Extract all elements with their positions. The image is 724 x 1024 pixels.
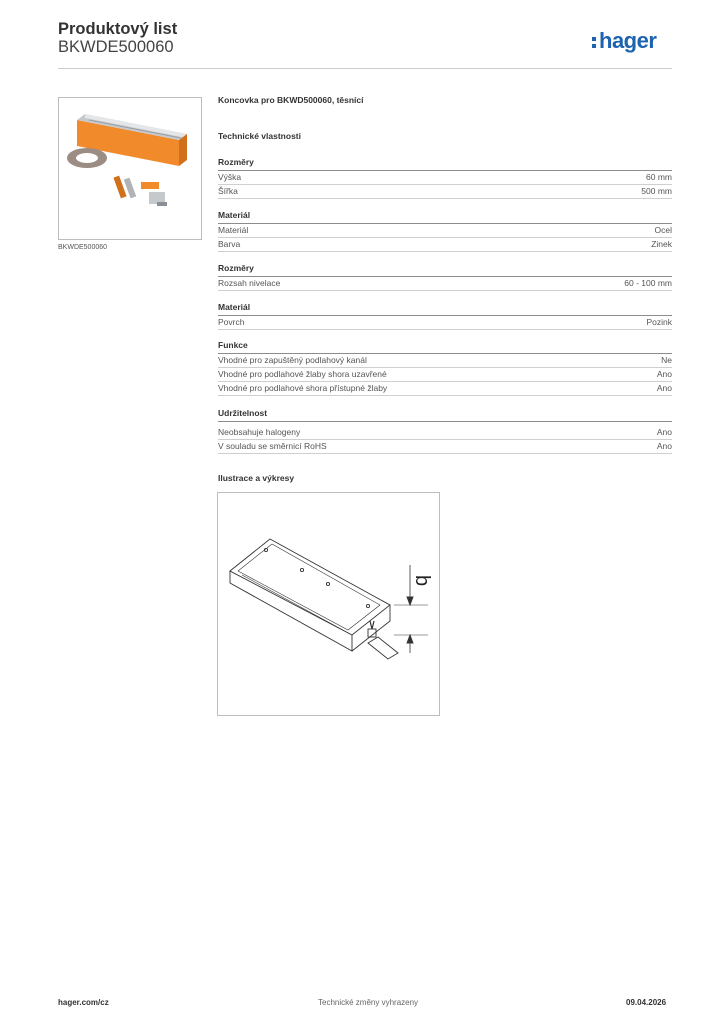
- spec-key: V souladu se směrnicí RoHS: [218, 441, 327, 451]
- spec-value: 60 - 100 mm: [624, 278, 672, 288]
- spec-value: Ano: [656, 427, 672, 437]
- spec-key: Vhodné pro zapuštěný podlahový kanál: [218, 355, 367, 365]
- spec-row: [218, 315, 672, 330]
- spec-row: [218, 425, 672, 440]
- hager-logo: [592, 28, 656, 54]
- spec-row: [218, 184, 672, 199]
- dimension-label: b: [411, 574, 434, 587]
- spec-row: [218, 439, 672, 454]
- technical-drawing: [217, 492, 440, 716]
- section-title-functions: Funkce: [218, 339, 672, 354]
- spec-key: Materiál: [218, 225, 249, 235]
- spec-key: Šířka: [218, 186, 238, 196]
- section-title-dimensions: Rozměry: [218, 156, 672, 171]
- spec-key: Výška: [218, 172, 242, 182]
- header-divider: [58, 68, 672, 69]
- footer-website-link[interactable]: hager.com/cz: [58, 998, 109, 1007]
- spec-row: [218, 367, 672, 382]
- logo-text: hager: [599, 28, 657, 53]
- spec-row: [218, 170, 672, 185]
- footer-date: 09.04.2026: [626, 998, 667, 1007]
- spec-row: [218, 223, 672, 238]
- illustration-heading: Ilustrace a výkresy: [218, 473, 295, 483]
- spec-key: Neobsahuje halogeny: [218, 427, 301, 437]
- spec-value: 500 mm: [641, 186, 672, 196]
- image-caption: BKWDE500060: [58, 244, 108, 251]
- spec-value: Ocel: [654, 225, 672, 235]
- spec-key: Vhodné pro podlahové shora přístupné žlaby: [218, 383, 388, 393]
- spec-key: Barva: [218, 239, 241, 249]
- section-title-sustainability: Udržitelnost: [218, 407, 672, 422]
- spec-row: [218, 381, 672, 396]
- spec-row: [218, 237, 672, 252]
- spec-value: Zinek: [651, 239, 672, 249]
- spec-value: Ano: [656, 441, 672, 451]
- spec-value: 60 mm: [646, 172, 672, 182]
- footer-notice: Technické změny vyhrazeny: [318, 998, 419, 1007]
- drawing-icon: [218, 493, 439, 715]
- spec-value: Ano: [656, 383, 672, 393]
- tech-heading: Technické vlastnosti: [218, 131, 301, 141]
- spec-row: [218, 353, 672, 368]
- spec-value: Ano: [656, 369, 672, 379]
- page-title: Produktový list: [58, 20, 178, 38]
- spec-row: [218, 276, 672, 291]
- product-image: [58, 97, 202, 240]
- logo-mark-icon: [592, 34, 597, 51]
- section-title-material-2: Materiál: [218, 301, 672, 316]
- product-code: BKWDE500060: [58, 38, 174, 56]
- spec-value: Ne: [661, 355, 672, 365]
- product-photo-icon: [59, 98, 201, 239]
- product-name: Koncovka pro BKWD500060, těsnící: [218, 95, 364, 105]
- section-title-material: Materiál: [218, 209, 672, 224]
- spec-key: Vhodné pro podlahové žlaby shora uzavřené: [218, 369, 387, 379]
- spec-key: Povrch: [218, 317, 245, 327]
- spec-value: Pozink: [646, 317, 672, 327]
- section-title-dimensions-2: Rozměry: [218, 262, 672, 277]
- spec-key: Rozsah nivelace: [218, 278, 281, 288]
